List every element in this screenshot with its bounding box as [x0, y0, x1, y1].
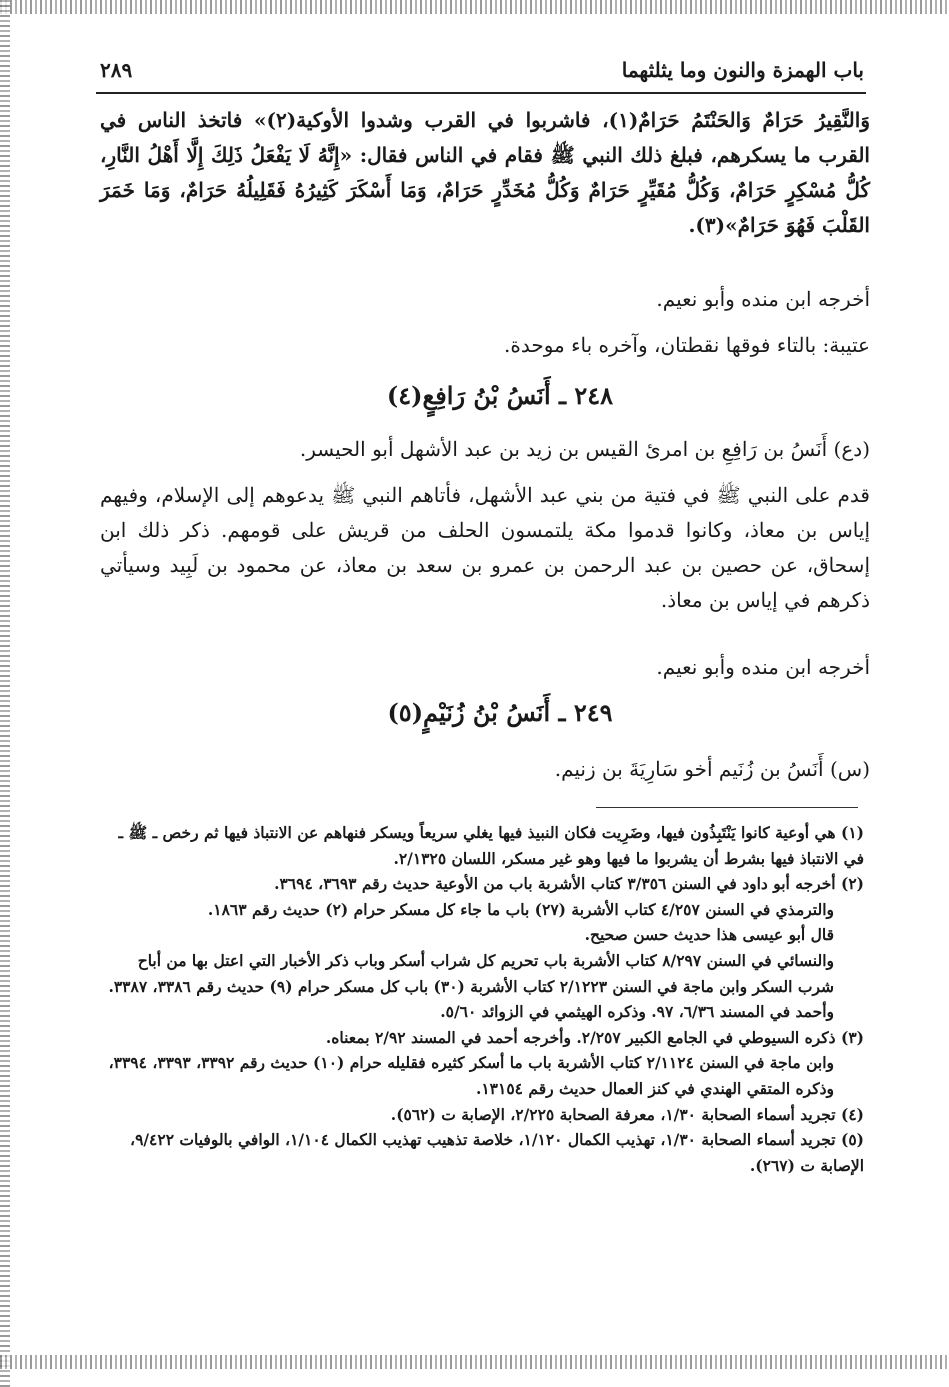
footnote-separator — [596, 807, 858, 808]
takhrij-line-2: أخرجه ابن منده وأبو نعيم. — [656, 655, 870, 679]
ornamental-border-bottom — [0, 1355, 949, 1369]
spelling-note: عتيبة: بالتاء فوقها نقطتان، وآخره باء موحدة. — [504, 333, 870, 357]
entry-heading-248: ٢٤٨ ـ أَنَسُ بْنُ رَافِعٍ(٤) — [386, 381, 614, 410]
chapter-title: باب الهمزة والنون وما يثلثهما — [621, 58, 864, 82]
footnote-2-cont: قال أبو عيسى هذا حديث حسن صحيح. — [584, 925, 834, 945]
footnote-2-cont: والترمذي في السنن ٤/٢٥٧ كتاب الأشربة (٢٧) باب ما جاء كل مسكر حرام (٢) حديث رقم ١٨٦٣. — [207, 899, 834, 919]
ornamental-border-left — [0, 0, 10, 1387]
entry-248-lineage: (دع) أَنَسُ بن رَافِعِ بن امرئ القيس بن زيد بن عبد الأشهل أبو الحيسر. — [299, 437, 870, 461]
footnote-2-cont: والنسائي في السنن ٨/٢٩٧ كتاب الأشربة باب تحريم كل شراب أسكر وباب ذكر الأخبار التي اعتل بها من أباح شرب السكر وابن ماجة في السنن ٢/١٢٢٣ كتاب الأشربة (٣٠) باب كل مسكر حرام (٩) حديث رقم ٣٣٨٦، ٣٣٨٧. وأحمد في المسند ٦/٣٦، ٩٧. وذكره الهيثمي في الزوائد ٥/٦٠. — [108, 950, 834, 1022]
takhrij-line: أخرجه ابن منده وأبو نعيم. — [656, 287, 870, 311]
footnote-3: (٣) ذكره السيوطي في الجامع الكبير ٢/٢٥٧. وأخرجه أحمد في المسند ٢/٩٢ بمعناه. — [325, 1027, 864, 1047]
ornamental-border-top — [0, 0, 949, 14]
page-number: ٢٨٩ — [100, 58, 133, 82]
footnote-1: (١) هي أوعية كانوا يَنْتَبِذُون فيها، وضَرِيت فكان النبيذ فيها يغلي سريعاً ويسكر فنهاهم عن الانتباذ فيها ثم رخص ـ ﷺ ـ في الانتباذ فيها بشرط أن يشربوا ما فيها وهو غير مسكر، اللسان ٢/١٣٢٥. — [118, 823, 864, 868]
entry-heading-249: ٢٤٩ ـ أَنَسُ بْنُ زُنَيْمٍ(٥) — [387, 698, 613, 727]
footnote-4: (٤) تجريد أسماء الصحابة ١/٣٠، معرفة الصحابة ٢/٢٢٥، الإصابة ت (٥٦٢). — [390, 1104, 864, 1124]
page-header — [96, 58, 866, 94]
entry-248-narrative: قدم على النبي ﷺ في فتية من بني عبد الأشهل، فأتاهم النبي ﷺ يدعوهم إلى الإسلام، وفيهم إياس بن معاذ، وكانوا قدموا مكة يلتمسون الحلف من قريش على قومهم. ذكر ذلك ابن إسحاق، عن حصين بن عبد الرحمن بن عمرو بن سعد بن معاذ، عن محمود بن لَبِيد وسيأتي ذكرهم في إياس بن معاذ. — [100, 483, 870, 612]
footnote-5: (٥) تجريد أسماء الصحابة ١/٣٠، تهذيب الكمال ١/١٢٠، خلاصة تذهيب تهذيب الكمال ١/١٠٤، الوافي بالوفيات ٩/٤٢٢، الإصابة ت (٢٦٧). — [130, 1130, 864, 1175]
footnote-3-cont: وابن ماجة في السنن ٢/١١٢٤ كتاب الأشربة باب ما أسكر كثيره فقليله حرام (١٠) حديث رقم ٣٣٩٢، ٣٣٩٣، ٣٣٩٤، وذكره المتقي الهندي في كنز العمال حديث رقم ١٣١٥٤. — [108, 1053, 834, 1098]
footnotes — [104, 820, 864, 1178]
entry-249-lineage: (س) أَنَسُ بن زُنَيم أخو سَارِيَةَ بن زنيم. — [554, 757, 870, 781]
footnote-2: (٢) أخرجه أبو داود في السنن ٣/٣٥٦ كتاب الأشربة باب من الأوعية حديث رقم ٣٦٩٣، ٣٦٩٤. — [274, 874, 864, 894]
hadith-paragraph: وَالنَّقِيرُ حَرَامٌ وَالحَنْتَمُ حَرَامٌ(١)، فاشربوا في القرب وشدوا الأوكية(٢)» فاتخذ الناس في القرب ما يسكرهم، فبلغ ذلك النبي ﷺ فقام في الناس فقال: «إِنَّهُ لَا يَفْعَلُ ذَلِكَ إِلَّا أَهْلُ النَّارِ، كُلُّ مُسْكِرٍ حَرَامٌ، وَكُلُّ مُقَيِّرٍ حَرَامٌ وَكُلُّ مُخَدِّرٍ حَرَامٌ، وَمَا أَسْكَرَ كَثِيرُهُ فَقَلِيلُهُ حَرَامٌ، وَمَا خَمَرَ القَلْبَ فَهُوَ حَرَامٌ»(٣). — [100, 108, 870, 237]
